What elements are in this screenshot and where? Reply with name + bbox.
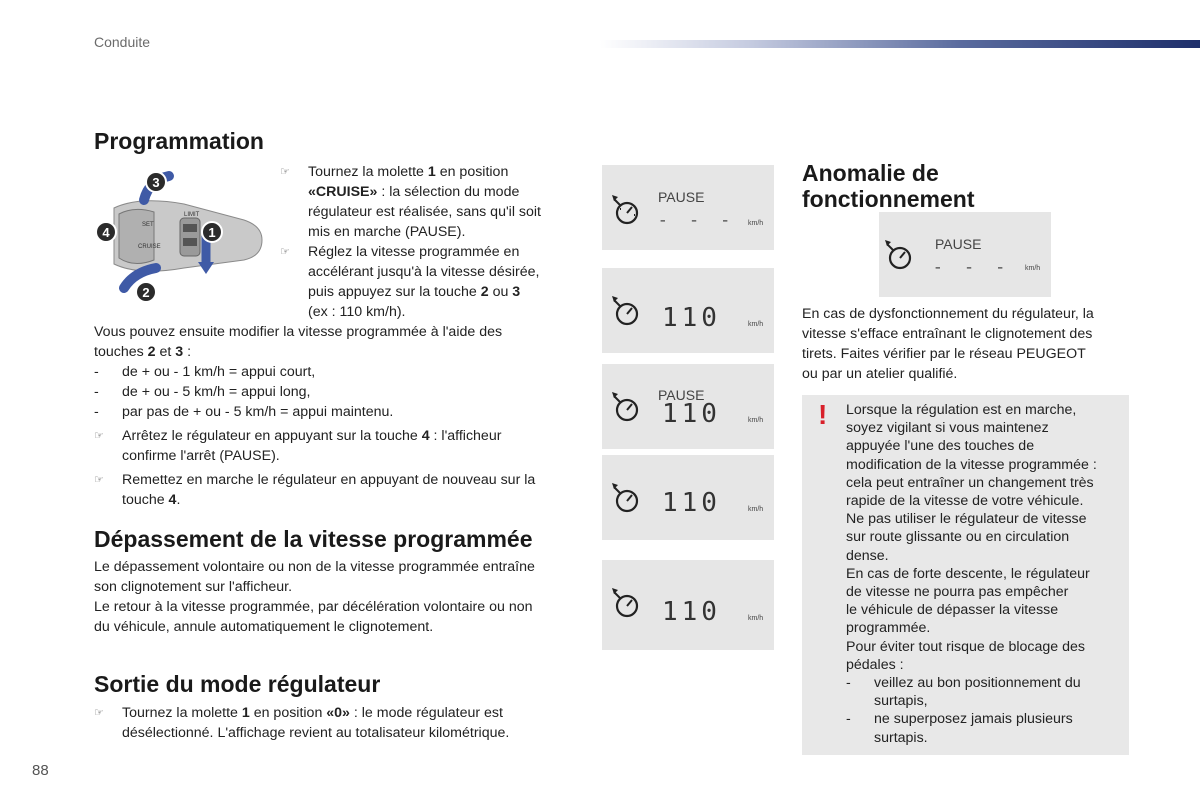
warning-exclamation-icon: ! — [818, 399, 828, 430]
stop-step: ☞ Arrêtez le régulateur en appuyant sur la touche 4 : l'afficheur confirme l'arrêt (PAUSE). — [94, 428, 502, 464]
unit-label: km/h — [748, 321, 764, 328]
depassement-title: Dépassement de la vitesse programmée — [94, 526, 533, 552]
svg-text:3: 3 — [152, 175, 160, 190]
display-speed-110-normal — [602, 560, 774, 650]
unit-label: km/h — [748, 220, 764, 227]
bullet-arrow-icon: ☞ — [280, 246, 290, 258]
warning-box — [802, 395, 1129, 755]
speed-readout: 110 — [662, 399, 721, 429]
pause-label: PAUSE — [658, 387, 705, 403]
warning-dash-item: - ne superposez jamais plusieurs surtapis. — [846, 711, 1073, 746]
anomalie-body: En cas de dysfonctionnement du régulateur, la vitesse s'efface entraînant le clignotement des tirets. Faites vérifier par le réseau PEUGEOT ou par un atelier qualifié. — [802, 306, 1094, 382]
steering-lever-diagram — [94, 168, 274, 308]
lever-label-limit: LIMIT — [184, 212, 200, 218]
unit-label: km/h — [748, 506, 764, 513]
speedometer-icon — [612, 195, 637, 223]
speed-readout: 110 — [662, 597, 721, 627]
svg-text:4: 4 — [102, 225, 110, 240]
modify-paragraph: Vous pouvez ensuite modifier la vitesse programmée à l'aide des touches 2 et 3 : — [94, 324, 503, 360]
speedometer-icon — [612, 483, 637, 511]
depassement-body: Le dépassement volontaire ou non de la vitesse programmée entraîne son clignotement sur l'afficheur. Le retour à la vitesse programmée, par décélération volontaire ou non du véhicule, annule automatiquement le clignotement. — [94, 559, 535, 635]
speedometer-icon — [612, 296, 637, 324]
anomalie-title: Anomalie de fonctionnement — [802, 160, 975, 212]
header-gradient-bar — [600, 40, 1200, 48]
sortie-title: Sortie du mode régulateur — [94, 671, 381, 697]
speedometer-icon — [885, 240, 910, 268]
lever-label-cruise: CRUISE — [138, 244, 161, 250]
sortie-step: ☞ Tournez la molette 1 en position «0» : le mode régulateur est désélectionné. L'affichage revient au totalisateur kilométrique. — [94, 705, 510, 741]
display-anomalie-pause-dashes — [879, 212, 1051, 297]
display-pause-dashes — [602, 165, 774, 250]
dash-item: - par pas de + ou - 5 km/h = appui maintenu. — [94, 404, 394, 420]
dash-item: - de + ou - 5 km/h = appui long, — [94, 384, 311, 400]
programmation-body — [94, 322, 584, 510]
display-pause-110 — [602, 364, 774, 449]
speed-readout: 110 — [662, 303, 721, 333]
display-speed-110 — [602, 268, 774, 353]
unit-label: km/h — [1025, 265, 1041, 272]
speedometer-icon — [612, 588, 637, 616]
callout-3 — [146, 172, 166, 192]
pause-label: PAUSE — [935, 236, 982, 252]
bullet-arrow-icon: ☞ — [280, 166, 290, 178]
callout-2 — [136, 282, 156, 302]
dash-item: - de + ou - 1 km/h = appui court, — [94, 364, 316, 380]
speedometer-icon — [612, 392, 637, 420]
callout-4 — [96, 222, 116, 242]
programmation-title: Programmation — [94, 128, 264, 154]
sortie-body — [94, 703, 584, 743]
unit-label: km/h — [748, 615, 764, 622]
pause-label: PAUSE — [658, 189, 705, 205]
step-1: ☞ Tournez la molette 1 en position «CRUISE» : la sélection du mode régulateur est réalisée, sans qu'il soit mis en marche (PAUSE). — [280, 164, 541, 240]
warning-dash-item: - veillez au bon positionnement du surtapis, — [846, 675, 1081, 710]
svg-text:2: 2 — [142, 285, 150, 300]
bullet-arrow-icon: ☞ — [94, 474, 104, 486]
bullet-arrow-icon: ☞ — [94, 430, 104, 442]
callout-1 — [202, 222, 222, 242]
section-label: Conduite — [94, 34, 151, 50]
programmation-steps — [280, 162, 580, 322]
warning-text: Lorsque la régulation est en marche, soyez vigilant si vous maintenez appuyée l'une des touches de modification de la vitesse programmée : cela peut entraîner un changement très rapide de la vitesse de votre véhicule. Ne pas utiliser le régulateur de vitesse sur route glissante ou en circulation dense. En cas de forte descente, le régulateur de vitesse ne pourra pas empêcher le véhicule de dépasser la vitesse programmée. Pour éviter tout risque de blocage des pédales : - veillez au bon positionnement du surtapis, - ne superposez jamais plusieurs surtapis. — [846, 401, 1126, 747]
page-number: 88 — [32, 762, 49, 779]
restart-step: ☞ Remettez en marche le régulateur en appuyant de nouveau sur la touche 4. — [94, 472, 536, 508]
dashes-readout: - - - — [933, 259, 1012, 277]
unit-label: km/h — [748, 417, 764, 424]
bullet-arrow-icon: ☞ — [94, 707, 104, 719]
dashes-readout: - - - — [658, 212, 737, 230]
speed-readout: 110 — [662, 488, 721, 518]
lever-label-set: SET — [142, 222, 154, 228]
display-speed-110-blink — [602, 455, 774, 540]
step-2: ☞ Réglez la vitesse programmée en accélérant jusqu'à la vitesse désirée, puis appuyez sur la touche 2 ou 3 (ex : 110 km/h). — [280, 244, 540, 320]
svg-text:1: 1 — [208, 225, 216, 240]
